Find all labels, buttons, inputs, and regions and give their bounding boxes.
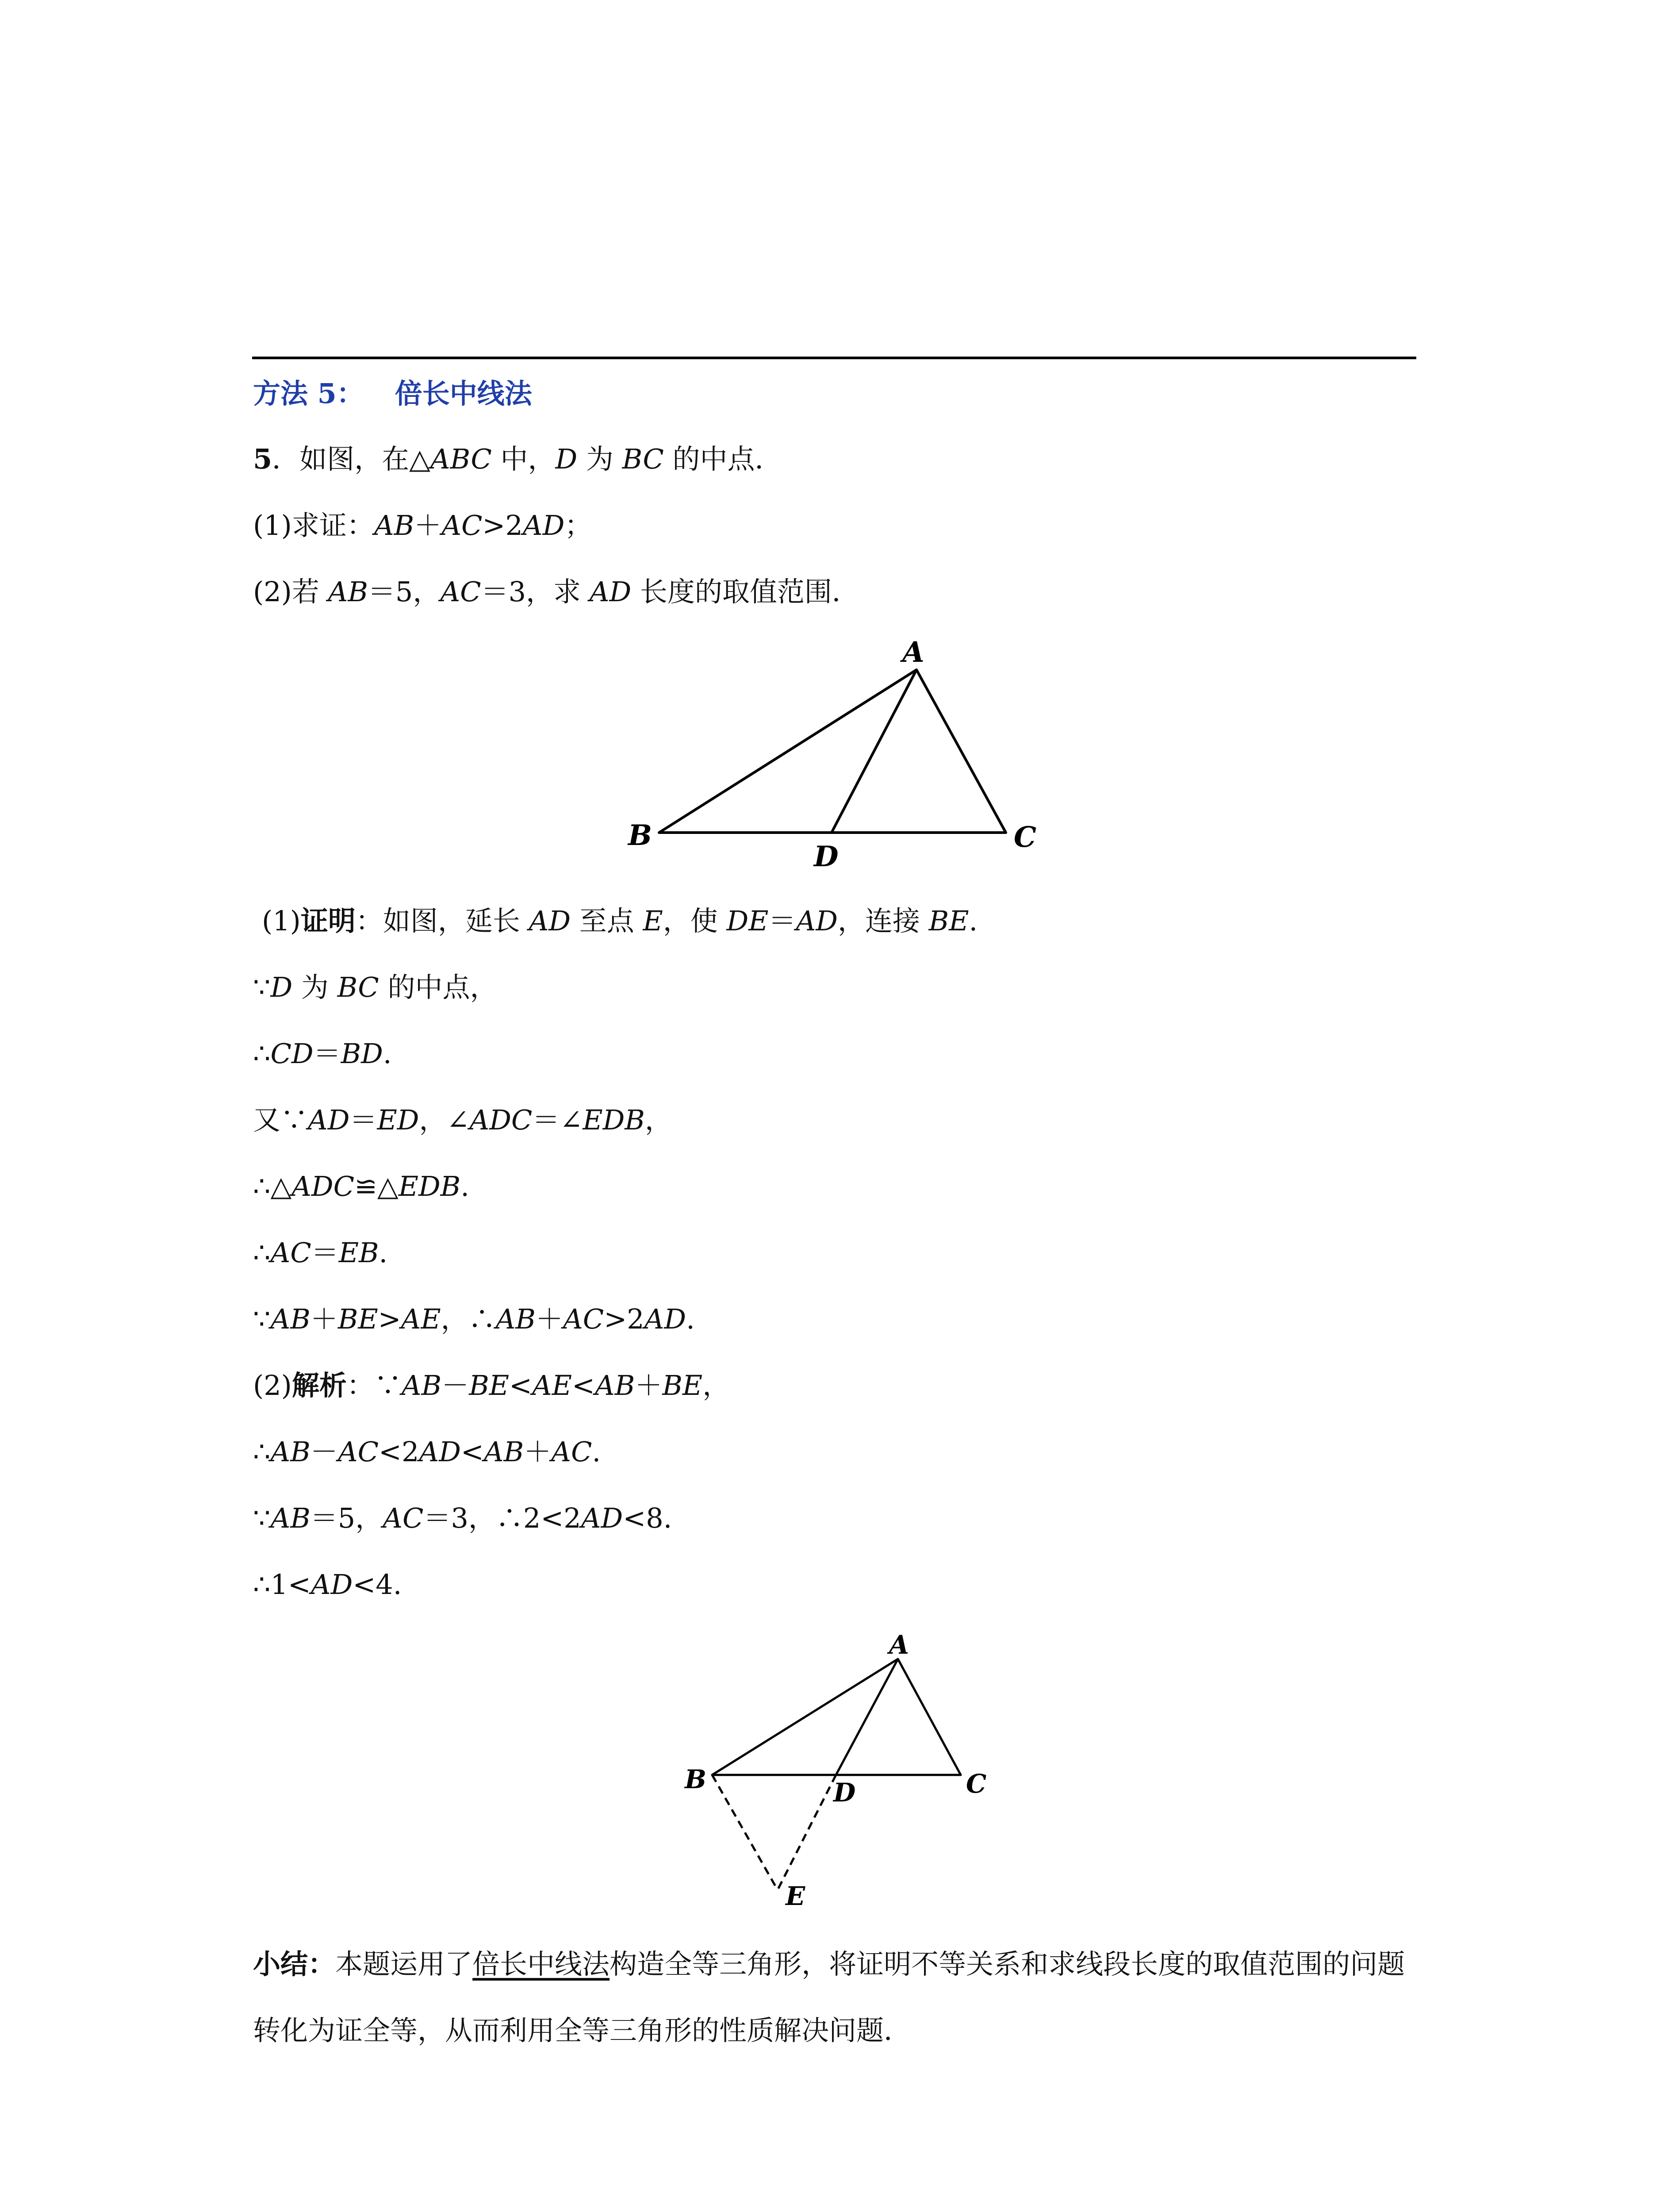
- text-run: AC: [383, 1502, 424, 1534]
- text-run: 为: [292, 971, 337, 1003]
- text-run: <: [509, 1369, 532, 1402]
- text-run: CD: [270, 1037, 314, 1070]
- text-run: AB: [270, 1436, 311, 1468]
- text-run: >2: [604, 1303, 644, 1335]
- dashed-be: [712, 1775, 778, 1890]
- text-run: ∵: [253, 1502, 271, 1534]
- text-run: 为: [577, 443, 622, 475]
- text-run: ADC: [469, 1104, 533, 1136]
- text-run: ＝3，求: [481, 576, 590, 608]
- text-run: >: [378, 1303, 401, 1335]
- solution-line-8: [253, 1368, 730, 1403]
- problem-part-1: [253, 508, 592, 543]
- text-run: ∵: [253, 1303, 271, 1335]
- text-run: 证明: [300, 905, 356, 937]
- dashed-de: [778, 1775, 836, 1890]
- text-run: ，使: [663, 905, 727, 937]
- solution-line-10: [253, 1501, 672, 1536]
- text-run: ∴: [253, 1436, 271, 1468]
- text-run: AC: [440, 576, 481, 608]
- text-run: ∴△: [253, 1170, 292, 1202]
- text-run: (1)求证：: [253, 509, 374, 541]
- text-run: ∴: [253, 1037, 271, 1070]
- solution-line-7: [253, 1302, 695, 1337]
- text-run: BE: [337, 1303, 378, 1335]
- text-run: .: [379, 1237, 388, 1269]
- label-d-2: D: [833, 1778, 856, 1808]
- problem-intro: 5．如图，在△ABC 中，D 为 BC 的中点．: [253, 443, 782, 475]
- text-run: ＋: [635, 1369, 663, 1402]
- text-run: AD: [522, 509, 565, 541]
- label-e-2: E: [786, 1881, 805, 1911]
- summary-paragraph: 小结：本题运用了倍长中线法构造全等三角形，将证明不等关系和求线段长度的取值范围的问题转化为证全等，从而利用全等三角形的性质解决问题．: [253, 1948, 1405, 2047]
- solution-line-1: [262, 903, 978, 939]
- text-run: <4.: [353, 1568, 402, 1601]
- text-run: EDB: [583, 1104, 645, 1136]
- top-rule: [252, 357, 1416, 359]
- text-run: 又∵: [253, 1104, 308, 1136]
- solution-line-6: [253, 1235, 387, 1271]
- text-run: AB: [328, 576, 368, 608]
- text-run: AD: [529, 905, 571, 937]
- text-run: 解析: [291, 1369, 347, 1402]
- text-run: E: [643, 905, 663, 937]
- text-run: ＝: [313, 1037, 341, 1070]
- text-run: AB: [483, 1436, 524, 1468]
- text-run: 中，: [491, 443, 556, 475]
- text-run: 长度的取值范围．: [631, 576, 859, 608]
- text-run: ：∵: [346, 1369, 402, 1402]
- text-run: ＋: [310, 1303, 338, 1335]
- text-run: AD: [589, 576, 632, 608]
- text-run: EB: [338, 1237, 379, 1269]
- text-run: D: [555, 443, 578, 475]
- method-heading: [253, 376, 532, 411]
- text-run: ＝: [311, 1237, 339, 1269]
- text-run: ＝: [768, 905, 796, 937]
- text-run: ，: [644, 1104, 672, 1136]
- label-d: D: [814, 840, 839, 873]
- text-run: ＝: [349, 1104, 377, 1136]
- text-run: ＝5，: [310, 1502, 383, 1534]
- text-run: AD: [419, 1436, 461, 1468]
- solution-line-4: [253, 1102, 672, 1138]
- summary-underlined-term: 倍长中线法: [472, 1948, 610, 1980]
- text-run: D: [270, 971, 293, 1003]
- text-run: ∵: [253, 971, 271, 1003]
- text-run: .: [460, 1170, 469, 1202]
- text-run: AD: [311, 1568, 353, 1601]
- text-run: AC: [441, 509, 483, 541]
- text-run: (2)若: [253, 576, 328, 608]
- triangle-figure-1: [619, 633, 1053, 880]
- text-run: AB: [595, 1369, 635, 1402]
- text-run: AB: [401, 1369, 442, 1402]
- label-c-2: C: [966, 1769, 987, 1799]
- label-b-2: B: [685, 1764, 707, 1794]
- problem-part-2: [253, 574, 859, 610]
- text-run: －: [310, 1436, 338, 1468]
- text-run: .: [969, 905, 978, 937]
- solution-line-2: [253, 970, 497, 1005]
- text-run: BD: [341, 1037, 383, 1070]
- text-run: AD: [581, 1502, 623, 1534]
- text-run: AC: [270, 1237, 311, 1269]
- text-run: ＝5，: [368, 576, 441, 608]
- text-run: BC: [622, 443, 664, 475]
- text-run: ABC: [430, 443, 492, 475]
- text-run: ，: [702, 1369, 730, 1402]
- text-run: 的中点．: [663, 443, 782, 475]
- text-run: ，∠: [419, 1104, 470, 1136]
- text-run: ，∴: [441, 1303, 496, 1335]
- text-run: 至点: [571, 905, 643, 937]
- text-run: BE: [662, 1369, 703, 1402]
- solution-line-3: [253, 1036, 392, 1071]
- text-run: 如图，在△: [299, 443, 430, 475]
- text-run: <8.: [623, 1502, 672, 1534]
- text-run: ＋: [536, 1303, 564, 1335]
- text-run: －: [441, 1369, 469, 1402]
- text-run: ＝∠: [532, 1104, 583, 1136]
- text-run: <: [572, 1369, 595, 1402]
- label-a-2: A: [889, 1630, 909, 1660]
- text-run: .: [592, 1436, 601, 1468]
- text-run: BC: [337, 971, 379, 1003]
- text-run: ＋: [524, 1436, 552, 1468]
- text-run: ∴: [253, 1237, 271, 1269]
- problem-number: 5: [253, 443, 272, 475]
- text-run: ，连接: [837, 905, 929, 937]
- label-b: B: [628, 819, 652, 852]
- text-run: ：如图，延长: [355, 905, 529, 937]
- text-run: EDB: [398, 1170, 461, 1202]
- text-run: AD: [644, 1303, 686, 1335]
- triangle-abc-2: [712, 1659, 961, 1775]
- median-ad-2: [836, 1659, 898, 1775]
- label-a: A: [902, 636, 924, 669]
- text-run: BE: [928, 905, 969, 937]
- text-run: AE: [401, 1303, 441, 1335]
- text-run: ∴1<: [253, 1568, 311, 1601]
- text-run: .: [686, 1303, 695, 1335]
- median-ad: [832, 670, 916, 833]
- text-run: <: [460, 1436, 484, 1468]
- text-run: <2: [379, 1436, 419, 1468]
- text-run: (2): [253, 1369, 292, 1402]
- text-run: AB: [495, 1303, 536, 1335]
- text-run: AC: [563, 1303, 604, 1335]
- method-number: 方法 5：: [253, 377, 364, 410]
- triangle-abc: [659, 670, 1006, 833]
- solution-line-9: [253, 1434, 601, 1470]
- text-run: AB: [270, 1303, 311, 1335]
- text-run: AB: [270, 1502, 311, 1534]
- text-run: 的中点，: [379, 971, 498, 1003]
- text-run: ＝3，∴2<2: [423, 1502, 581, 1534]
- text-run: AC: [551, 1436, 592, 1468]
- text-run: .: [383, 1037, 392, 1070]
- text-run: ED: [377, 1104, 419, 1136]
- summary-label: 小结: [253, 1948, 308, 1980]
- solution-line-11: [253, 1567, 402, 1602]
- text-run: BE: [469, 1369, 510, 1402]
- text-run: (1): [262, 905, 301, 937]
- text-run: AB: [374, 509, 414, 541]
- text-run: DE: [726, 905, 769, 937]
- method-title: 倍长中线法: [395, 377, 532, 410]
- text-run: ≌△: [354, 1170, 399, 1202]
- text-run: AD: [308, 1104, 350, 1136]
- text-run: ＋: [414, 509, 442, 541]
- text-run: ；: [564, 509, 592, 541]
- text-run: ADC: [291, 1170, 355, 1202]
- solution-line-5: [253, 1169, 469, 1204]
- label-c: C: [1014, 821, 1036, 854]
- triangle-figure-2: [663, 1619, 1017, 1911]
- text-run: >2: [482, 509, 523, 541]
- text-run: AC: [337, 1436, 379, 1468]
- text-run: AE: [532, 1369, 572, 1402]
- text-run: AD: [796, 905, 838, 937]
